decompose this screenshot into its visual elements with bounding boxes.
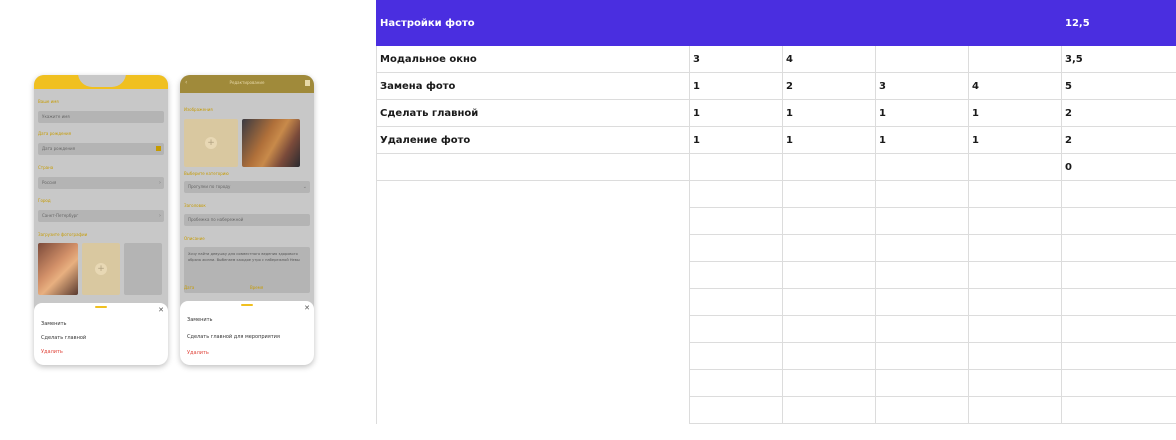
photos-label: Загрузите фотографии [38, 232, 88, 237]
name-field[interactable] [38, 111, 164, 123]
total-cell[interactable] [1062, 262, 1176, 289]
profile-header-decoration [34, 75, 168, 89]
row-label-cell[interactable] [377, 235, 690, 262]
value-cell[interactable]: 4 [783, 46, 876, 73]
value-cell[interactable] [969, 316, 1062, 343]
city-select-value: Санкт-Петербург [42, 213, 79, 218]
name-label: Ваше имя [38, 99, 59, 104]
value-cell[interactable] [690, 235, 783, 262]
row-label-cell[interactable]: Замена фото [377, 73, 690, 100]
value-cell[interactable] [876, 181, 969, 208]
chevron-right-icon: › [159, 213, 161, 219]
city-select[interactable] [38, 210, 164, 222]
value-cell[interactable]: 1 [783, 127, 876, 154]
empty-table-row [377, 343, 1176, 370]
event-photo[interactable] [242, 119, 300, 167]
replace-option[interactable]: Заменить [187, 317, 213, 323]
value-cell[interactable] [876, 208, 969, 235]
add-image-button[interactable] [184, 119, 238, 167]
value-cell[interactable] [969, 46, 1062, 73]
value-cell[interactable]: 4 [969, 73, 1062, 100]
value-cell[interactable]: 1 [969, 100, 1062, 127]
value-cell[interactable] [876, 235, 969, 262]
value-cell[interactable] [690, 181, 783, 208]
header-cell[interactable] [690, 1, 783, 46]
time-label: Время [250, 285, 264, 290]
value-cell[interactable]: 1 [690, 100, 783, 127]
value-cell[interactable]: 2 [783, 73, 876, 100]
empty-table-row [377, 181, 1176, 208]
header-total-cell[interactable]: 12,5 [1062, 1, 1176, 46]
table-header-row [377, 1, 1176, 46]
total-cell[interactable]: 2 [1062, 100, 1176, 127]
empty-table-row [377, 208, 1176, 235]
value-cell[interactable] [876, 262, 969, 289]
value-cell[interactable] [876, 343, 969, 370]
total-cell[interactable] [1062, 235, 1176, 262]
birthdate-field-value: Дата рождения [42, 146, 76, 151]
value-cell[interactable] [783, 235, 876, 262]
replace-option[interactable]: Заменить [41, 321, 67, 327]
trash-icon[interactable] [305, 80, 310, 86]
value-cell[interactable]: 3 [876, 73, 969, 100]
empty-table-row [377, 316, 1176, 343]
edit-header [180, 75, 314, 93]
date-label: Дата [184, 285, 195, 290]
total-cell[interactable] [1062, 343, 1176, 370]
country-select-value: Россия [42, 180, 57, 185]
header-cell[interactable] [876, 1, 969, 46]
row-label-cell[interactable]: Модальное окно [377, 46, 690, 73]
make-main-for-event-option[interactable]: Сделать главной для мероприятия [187, 334, 280, 340]
sheet-handle[interactable] [241, 304, 253, 306]
make-main-option[interactable]: Сделать главной [41, 335, 87, 341]
name-field-value: Укажите имя [42, 114, 70, 119]
close-icon[interactable]: ✕ [304, 304, 310, 312]
table-row [377, 154, 1176, 181]
close-icon[interactable]: ✕ [158, 306, 164, 314]
total-cell[interactable] [1062, 289, 1176, 316]
value-cell[interactable] [969, 289, 1062, 316]
value-cell[interactable] [783, 316, 876, 343]
value-cell[interactable] [690, 397, 783, 424]
photo-slot[interactable] [124, 243, 162, 295]
images-label: Изображения [184, 107, 213, 112]
plus-icon: + [95, 263, 107, 275]
total-cell[interactable] [1062, 397, 1176, 424]
value-cell[interactable] [969, 343, 1062, 370]
value-cell[interactable]: 1 [876, 100, 969, 127]
delete-option[interactable]: Удалить [187, 350, 209, 356]
row-label-cell[interactable] [377, 154, 690, 181]
value-cell[interactable] [969, 370, 1062, 397]
birthdate-field[interactable] [38, 143, 164, 155]
value-cell[interactable] [783, 370, 876, 397]
value-cell[interactable] [876, 397, 969, 424]
value-cell[interactable] [876, 316, 969, 343]
country-label: Страна [38, 165, 54, 170]
row-label-cell[interactable] [377, 343, 690, 370]
calendar-icon [156, 146, 161, 151]
empty-table-row [377, 370, 1176, 397]
empty-table-row [377, 289, 1176, 316]
row-label-cell[interactable]: Сделать главной [377, 100, 690, 127]
value-cell[interactable] [690, 370, 783, 397]
category-label: Выберите категорию [184, 171, 229, 176]
phone-mockup-edit-event [180, 75, 314, 365]
header-cell[interactable] [783, 1, 876, 46]
value-cell[interactable] [783, 181, 876, 208]
value-cell[interactable] [690, 343, 783, 370]
photo-action-sheet [180, 301, 314, 365]
birthdate-label: Дата рождения [38, 131, 72, 136]
empty-table-row [377, 397, 1176, 424]
table-row [377, 100, 1176, 127]
value-cell[interactable] [783, 208, 876, 235]
value-cell[interactable] [876, 370, 969, 397]
value-cell[interactable] [690, 208, 783, 235]
value-cell[interactable]: 1 [690, 127, 783, 154]
add-photo-button[interactable] [82, 243, 120, 295]
estimate-grid [376, 0, 1176, 424]
row-label-cell[interactable] [377, 397, 690, 424]
total-cell[interactable] [1062, 370, 1176, 397]
value-cell[interactable] [876, 154, 969, 181]
row-label-cell[interactable] [377, 262, 690, 289]
header-cell[interactable] [969, 1, 1062, 46]
title-label: Заголовок [184, 203, 206, 208]
country-select[interactable] [38, 177, 164, 189]
value-cell[interactable] [969, 154, 1062, 181]
photo-action-sheet [34, 303, 168, 365]
user-photo[interactable] [38, 243, 78, 295]
row-label-cell[interactable] [377, 289, 690, 316]
value-cell[interactable]: 1 [876, 127, 969, 154]
value-cell[interactable] [783, 154, 876, 181]
category-select-value: Прогулки по городу [188, 184, 231, 189]
value-cell[interactable] [969, 208, 1062, 235]
value-cell[interactable] [969, 181, 1062, 208]
description-field[interactable] [184, 247, 310, 293]
value-cell[interactable] [969, 262, 1062, 289]
chevron-right-icon: › [159, 180, 161, 186]
phone-mockup-profile [34, 75, 168, 365]
total-cell[interactable]: 2 [1062, 127, 1176, 154]
plus-icon: + [205, 137, 217, 149]
row-label-cell[interactable] [377, 208, 690, 235]
total-cell[interactable]: 0 [1062, 154, 1176, 181]
total-cell[interactable] [1062, 208, 1176, 235]
estimate-table [376, 0, 1176, 440]
value-cell[interactable] [690, 289, 783, 316]
value-cell[interactable] [783, 397, 876, 424]
row-label-cell[interactable] [377, 316, 690, 343]
value-cell[interactable]: 1 [783, 100, 876, 127]
city-label: Город [38, 198, 51, 203]
total-cell[interactable] [1062, 181, 1176, 208]
value-cell[interactable] [783, 343, 876, 370]
header-title-cell[interactable]: Настройки фото [377, 1, 690, 46]
sheet-handle[interactable] [95, 306, 107, 308]
table-row [377, 46, 1176, 73]
category-select[interactable] [184, 181, 310, 193]
value-cell[interactable] [876, 289, 969, 316]
description-value: Хочу найти девушку для совместного ведения здорового образа жизни. Выбегаем каждое утро с набережной Невы [188, 252, 300, 262]
title-field[interactable] [184, 214, 310, 226]
value-cell[interactable]: 3 [690, 46, 783, 73]
description-label: Описание [184, 236, 205, 241]
row-label-cell[interactable]: Удаление фото [377, 127, 690, 154]
row-label-cell[interactable] [377, 370, 690, 397]
back-arrow-icon[interactable]: ‹ [185, 79, 188, 86]
row-label-cell[interactable] [377, 181, 690, 208]
value-cell[interactable] [690, 154, 783, 181]
value-cell[interactable] [969, 235, 1062, 262]
value-cell[interactable]: 1 [690, 73, 783, 100]
value-cell[interactable] [690, 316, 783, 343]
value-cell[interactable] [969, 397, 1062, 424]
value-cell[interactable] [690, 262, 783, 289]
table-row [377, 73, 1176, 100]
empty-table-row [377, 262, 1176, 289]
delete-option[interactable]: Удалить [41, 349, 63, 355]
total-cell[interactable]: 5 [1062, 73, 1176, 100]
title-field-value: Пробежка по набережной [188, 217, 244, 222]
table-row [377, 127, 1176, 154]
total-cell[interactable] [1062, 316, 1176, 343]
value-cell[interactable] [783, 289, 876, 316]
value-cell[interactable] [783, 262, 876, 289]
edit-title: Редактирование [229, 80, 265, 85]
value-cell[interactable]: 1 [969, 127, 1062, 154]
value-cell[interactable] [876, 46, 969, 73]
total-cell[interactable]: 3,5 [1062, 46, 1176, 73]
chevron-down-icon: ⌄ [302, 184, 307, 190]
empty-table-row [377, 235, 1176, 262]
